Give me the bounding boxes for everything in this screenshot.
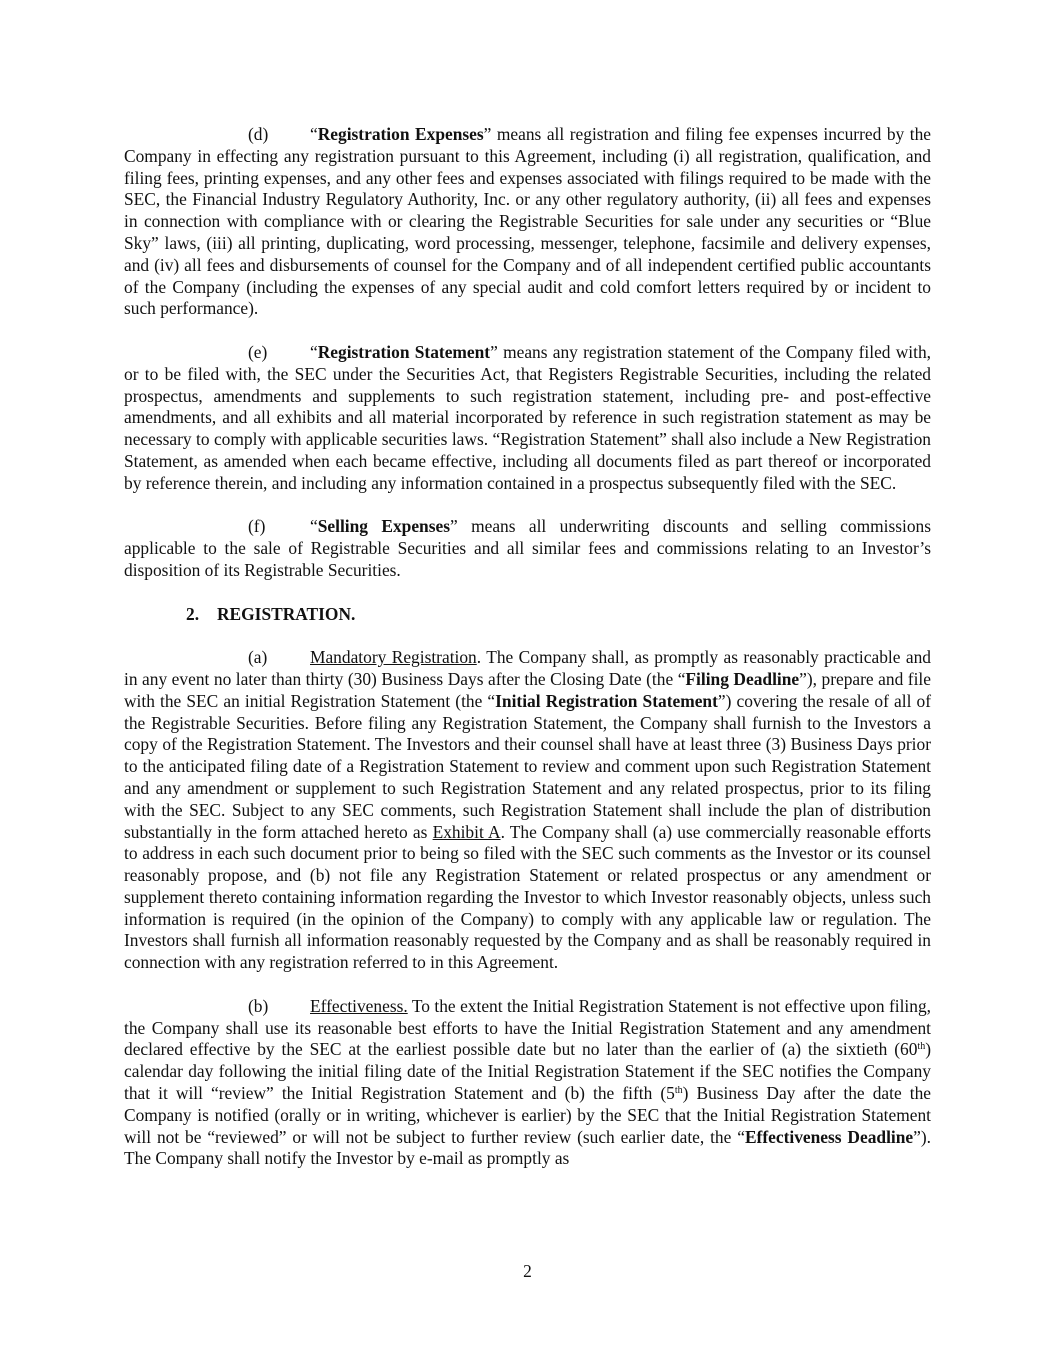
defined-term: Selling Expenses — [317, 516, 450, 537]
clause-text: ” means all registration and filing fee expenses incurred by the Company in effecting any registration pursuant to this Agreement, including (i) all registration, qualification, and filing fees, printing expenses, and any other fees and expenses associated with filings required to be made with the SEC, the Financial Industry Regulatory Authority, Inc. or any other regulatory authority, (ii) all fees and expenses in connection with compliance with or clearing the Registrable Securities for sale under any securities or “Blue Sky” laws, (iii) all printing, duplicating, word processing, messenger, telephone, facsimile and delivery expenses, and (iv) all fees and disbursements of counsel for the Company and of all independent certified public accountants of the Company (including the expenses of any special audit and cold comfort letters required by or incident to such performance). — [124, 124, 931, 319]
clause-label: (b) — [248, 995, 269, 1016]
clause-caption: Mandatory Registration — [310, 647, 477, 668]
defined-term: Effectiveness Deadline — [744, 1126, 914, 1147]
section-heading — [124, 604, 931, 626]
paragraph-registration-expenses: (d) “Registration Expenses” means all registration and filing fee expenses incurred by the Company in effecting any registration pursuant to this Agreement, including (i) all registration, qualification, and filing fees, printing expenses, and any other fees and expenses associated with filings required to be made with the SEC, the Financial Industry Regulatory Authority, Inc. or any other regulatory authority, (ii) all fees and expenses in connection with compliance with or clearing the Registrable Securities for sale under any securities or “Blue Sky” laws, (iii) all printing, duplicating, word processing, messenger, telephone, facsimile and delivery expenses, and (iv) all fees and disbursements of counsel for the Company and of all independent certified public accountants of the Company (including the expenses of any special audit and cold comfort letters required by or incident to such performance). — [124, 124, 931, 319]
paragraph-registration-statement: (e) “Registration Statement” means any registration statement of the Company filed with, or to be filed with, the SEC under the Securities Act, that Registers Registrable Securities, including the related prospectus, amendments and supplements to such registration statement, including pre- and post-effective amendments, and all exhibits and all material incorporated by reference in such registration statement as may be necessary to comply with applicable securities laws. “Registration Statement” shall also include a New Registration Statement, as amended when each became effective, including all documents filed as part thereof or incorporated by reference therein, and including any information contained in a prospectus subsequently filed with the SEC. — [124, 341, 931, 493]
paragraph-mandatory-registration — [124, 647, 931, 974]
section-number: 2. — [186, 603, 200, 624]
clause-text: ” means all underwriting discounts and selling commissions applicable to the sale of Registrable Securities and all similar fees and commissions relating to an Investor’s disposition of its Registrable Securities. — [124, 516, 931, 580]
clause-caption: Effectiveness. — [310, 995, 408, 1016]
clause-text: ” means any registration statement of the Company filed with, or to be filed with, the SEC under the Securities Act, that Registers Registrable Securities, including the related prospectus, amendments and supplements to such registration statement, including pre- and post-effective amendments, and all exhibits and all material incorporated by reference in such registration statement as may be necessary to comply with applicable securities laws. “Registration Statement” shall also include a New Registration Statement, as amended when each became effective, including all documents filed as part thereof or incorporated by reference therein, and including any information contained in a prospectus subsequently filed with the SEC. — [124, 341, 931, 493]
ordinal-suffix: th — [917, 1041, 926, 1053]
clause-label: (a) — [248, 647, 268, 668]
defined-term: Filing Deadline — [685, 668, 800, 689]
section-title: REGISTRATION. — [217, 603, 356, 624]
ordinal-suffix: th — [674, 1085, 683, 1097]
defined-term: Registration Statement — [317, 341, 491, 362]
clause-label: (f) — [248, 516, 266, 537]
document-page — [124, 124, 931, 1192]
clause-text: To the extent the Initial Registration Statement is not effective upon filing, the Company shall use its reasonable best efforts to have the Initial Registration Statement and any amendment declared effective by the SEC at the earliest possible date but no later than the earlier of (a) the sixtieth (60 — [124, 995, 931, 1060]
clause-text: . The Company shall, as promptly as reasonably practicable and in any event no later than thirty (30) Business Days after the Closing Date (the “ — [124, 647, 931, 689]
defined-term: Registration Expenses — [317, 124, 484, 144]
clause-text: ) calendar day following the initial filing date of the Initial Registration Statement if the SEC notifies the Company that it will “review” the Initial Registration Statement and (b) the fifth (5 — [124, 1039, 931, 1104]
clause-text: . The Company shall (a) use commercially reasonable efforts to address in each such document prior to being so filed with the SEC such comments as the Investor or its counsel reasonably propose, and (b) not file any Registration Statement or related prospectus or any amendment or supplement thereto containing information regarding the Investor to which Investor reasonably objects, unless such information is required (in the opinion of the Company) to comply with any applicable law or regulation. The Investors shall furnish all information reasonably requested by the Company and as shall be reasonably required in connection with any registration referred to in this Agreement. — [124, 821, 932, 973]
clause-text: ) Business Day after the date the Company is notified (orally or in writing, whichever is earlier) by the SEC that the Initial Registration Statement will not be “reviewed” or will not be subject to further review (such earlier date, the “ — [124, 1083, 931, 1147]
clause-text: ”). The Company shall notify the Investor by e-mail as promptly as — [124, 1126, 931, 1169]
exhibit-reference: Exhibit A — [432, 821, 501, 842]
clause-label: (d) — [248, 124, 269, 144]
clause-label: (e) — [248, 341, 268, 362]
clause-text: ”) covering the resale of all of the Registrable Securities. Before filing any Registration Statement, the Company shall furnish to the Investors a copy of the Registration Statement. The Investors and their counsel shall have at least three (3) Business Days prior to the anticipated filing date of a Registration Statement to review and comment upon such Registration Statement and any amendment or supplement to such Registration Statement and any related prospectus, prior to its filing with the SEC. Subject to any SEC comments, such Registration Statement shall include the plan of distribution substantially in the form attached hereto as — [124, 690, 931, 842]
paragraph-selling-expenses: (f) “Selling Expenses” means all underwriting discounts and selling commissions applicable to the sale of Registrable Securities and all similar fees and commissions relating to an Investor’s disposition of its Registrable Securities. — [124, 516, 931, 580]
page-number: 2 — [523, 1261, 532, 1281]
defined-term: Initial Registration Statement — [495, 690, 718, 711]
clause-text: ”), prepare and file with the SEC an initial Registration Statement (the “ — [124, 668, 931, 711]
paragraph-effectiveness — [124, 996, 931, 1170]
